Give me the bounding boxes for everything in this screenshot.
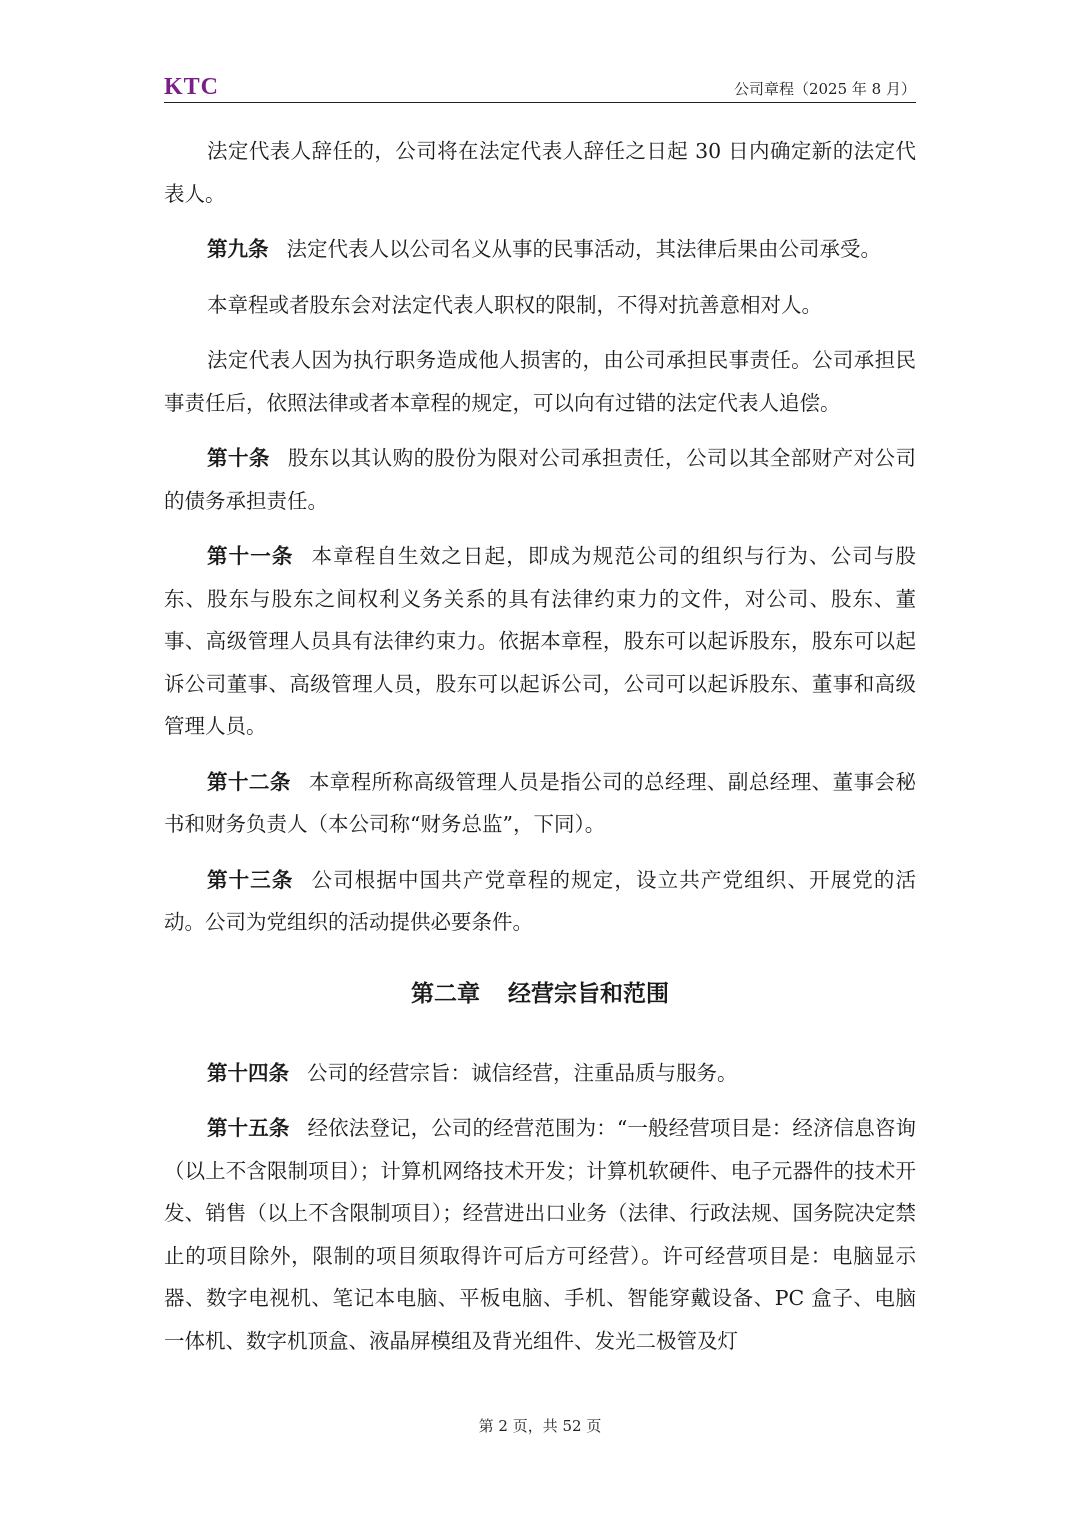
article-9	[164, 228, 916, 271]
article-number: 第十四条	[207, 1060, 289, 1085]
article-number: 第十一条	[207, 544, 294, 568]
article-number: 第十二条	[207, 769, 291, 794]
chapter-number: 第二章	[411, 980, 480, 1007]
chapter-title: 经营宗旨和范围	[508, 980, 669, 1007]
company-logo: KTC	[164, 74, 220, 100]
paragraph-text: 股东以其认购的股份为限对公司承担责任，公司以其全部财产对公司的债务承担责任。	[164, 446, 916, 513]
article-11	[164, 535, 916, 748]
article-number: 第十三条	[207, 867, 294, 892]
article-number: 第九条	[207, 237, 269, 261]
article-12	[164, 761, 916, 846]
article-14	[164, 1052, 916, 1095]
paragraph-text: 法定代表人因为执行职务造成他人损害的，由公司承担民事责任。公司承担民事责任后，依照法律或者本章程的规定，可以向有过错的法定代表人追偿。	[164, 348, 916, 415]
paragraph	[164, 284, 916, 327]
paragraph	[164, 130, 916, 215]
paragraph-text: 本章程所称高级管理人员是指公司的总经理、副总经理、董事会秘书和财务负责人（本公司称“财务总监”，下同）。	[164, 769, 916, 836]
paragraph-text: 法定代表人以公司名义从事的民事活动，其法律后果由公司承受。	[286, 237, 881, 261]
paragraph-text: 本章程自生效之日起，即成为规范公司的组织与行为、公司与股东、股东与股东之间权利义务关系的具有法律约束力的文件，对公司、股东、董事、高级管理人员具有法律约束力。依据本章程，股东可以起诉股东，股东可以起诉公司董事、高级管理人员，股东可以起诉公司，公司可以起诉股东、董事和高级管理人员。	[164, 544, 917, 738]
article-10	[164, 437, 916, 522]
chapter-heading	[164, 976, 916, 1012]
article-number: 第十条	[207, 446, 270, 470]
page-number: 第 2 页，共 52 页	[478, 1417, 602, 1435]
paragraph-text: 公司的经营宗旨：诚信经营，注重品质与服务。	[307, 1060, 738, 1085]
paragraph-text: 公司根据中国共产党章程的规定，设立共产党组织、开展党的活动。公司为党组织的活动提供必要条件。	[164, 867, 917, 934]
page-header	[164, 72, 916, 103]
paragraph-text: 法定代表人辞任的，公司将在法定代表人辞任之日起 30 日内确定新的法定代表人。	[164, 139, 916, 206]
paragraph-text: 本章程或者股东会对法定代表人职权的限制，不得对抗善意相对人。	[207, 292, 822, 317]
paragraph	[164, 339, 916, 424]
document-body	[164, 130, 916, 1375]
article-number: 第十五条	[207, 1116, 290, 1140]
article-13	[164, 859, 916, 944]
document-title: 公司章程（2025 年 8 月）	[733, 80, 916, 98]
article-15	[164, 1107, 916, 1362]
paragraph-text: 经依法登记，公司的经营范围为：“一般经营项目是：经济信息咨询（以上不含限制项目）；计算机网络技术开发；计算机软硬件、电子元器件的技术开发、销售（以上不含限制项目）；经营进出口业务（法律、行政法规、国务院决定禁止的项目除外，限制的项目须取得许可后方可经营）。许可经营项目是：电脑显示器、数字电视机、笔记本电脑、平板电脑、手机、智能穿戴设备、PC 盒子、电脑一体机、数字机顶盒、液晶屏模组及背光组件、发光二极管及灯	[164, 1116, 917, 1353]
